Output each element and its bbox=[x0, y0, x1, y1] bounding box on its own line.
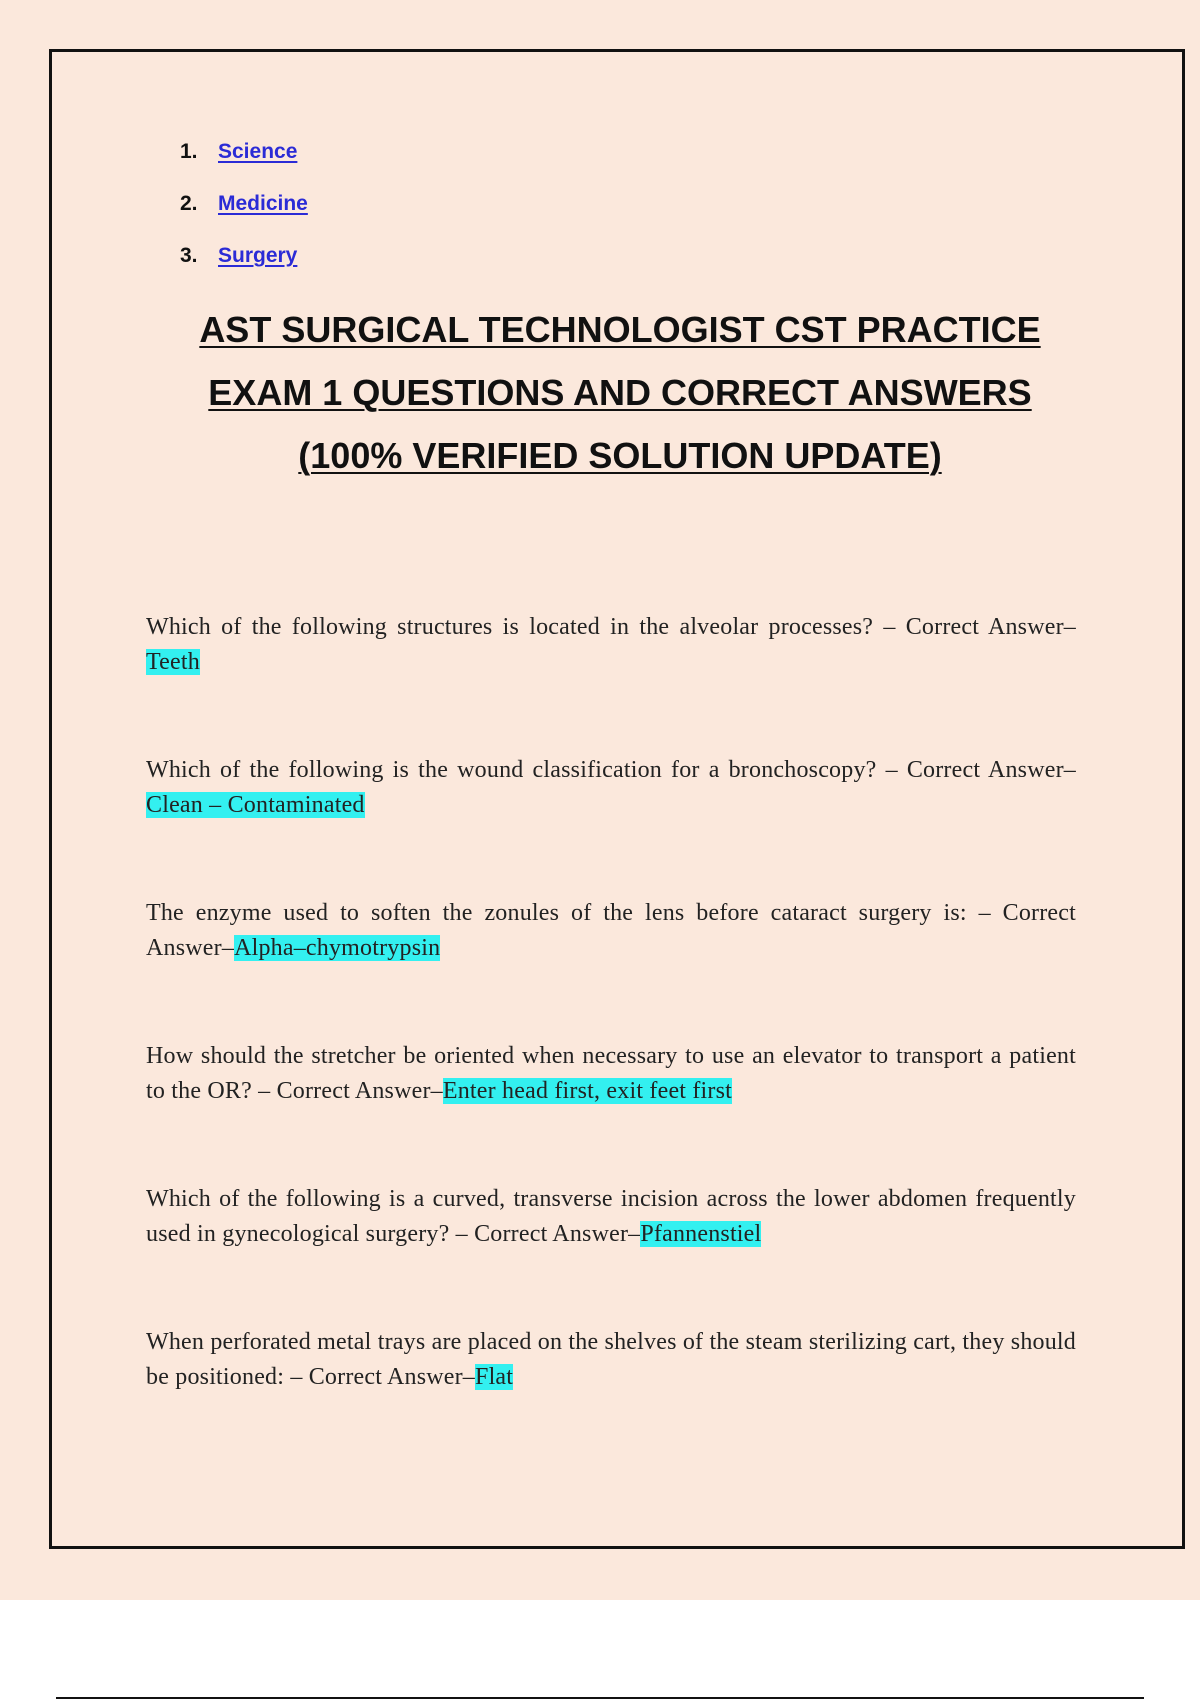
question-text: Which of the following is the wound classification for a bronchoscopy? – Correct Answer– bbox=[146, 757, 1076, 783]
question-item bbox=[146, 1039, 1076, 1109]
question-text: Which of the following structures is located in the alveolar processes? – Correct Answer– bbox=[146, 614, 1076, 640]
breadcrumb-item bbox=[180, 192, 308, 244]
footer-divider bbox=[56, 1697, 1144, 1699]
question-item bbox=[146, 610, 1076, 680]
question-item bbox=[146, 1325, 1076, 1395]
breadcrumb-number: 3. bbox=[180, 244, 198, 267]
question-text: Which of the following is a curved, transverse incision across the lower abdomen frequently used in gynecological surgery? – Correct Answer– bbox=[146, 1186, 1076, 1247]
title-line-1: AST SURGICAL TECHNOLOGIST CST PRACTICE bbox=[199, 309, 1041, 350]
breadcrumb-item bbox=[180, 244, 308, 296]
breadcrumb-link-science[interactable]: Science bbox=[218, 140, 298, 163]
question-list bbox=[146, 586, 1076, 1468]
answer-highlight: Alpha–chymotrypsin bbox=[234, 935, 441, 961]
title-line-3: (100% VERIFIED SOLUTION UPDATE) bbox=[298, 435, 942, 476]
document-title bbox=[120, 298, 1120, 487]
question-item bbox=[146, 896, 1076, 966]
answer-highlight: Flat bbox=[475, 1364, 514, 1390]
answer-highlight: Clean – Contaminated bbox=[146, 792, 365, 818]
breadcrumb-link-surgery[interactable]: Surgery bbox=[218, 244, 298, 267]
question-text: When perforated metal trays are placed on the shelves of the steam sterilizing cart, they should be positioned: – Correct Answer– bbox=[146, 1329, 1076, 1390]
question-text: The enzyme used to soften the zonules of the lens before cataract surgery is: – Correct Answer– bbox=[146, 900, 1076, 961]
title-line-2: EXAM 1 QUESTIONS AND CORRECT ANSWERS bbox=[208, 372, 1032, 413]
answer-highlight: Pfannenstiel bbox=[640, 1221, 762, 1247]
breadcrumb-link-medicine[interactable]: Medicine bbox=[218, 192, 308, 215]
breadcrumb-item bbox=[180, 140, 308, 192]
breadcrumb-number: 1. bbox=[180, 140, 198, 163]
question-item bbox=[146, 753, 1076, 823]
breadcrumb bbox=[180, 140, 308, 296]
breadcrumb-number: 2. bbox=[180, 192, 198, 215]
question-item bbox=[146, 1182, 1076, 1252]
answer-highlight: Enter head first, exit feet first bbox=[442, 1078, 733, 1104]
answer-highlight: Teeth bbox=[146, 649, 200, 675]
question-text: How should the stretcher be oriented when necessary to use an elevator to transport a patient to the OR? – Correct Answer– bbox=[146, 1043, 1076, 1104]
